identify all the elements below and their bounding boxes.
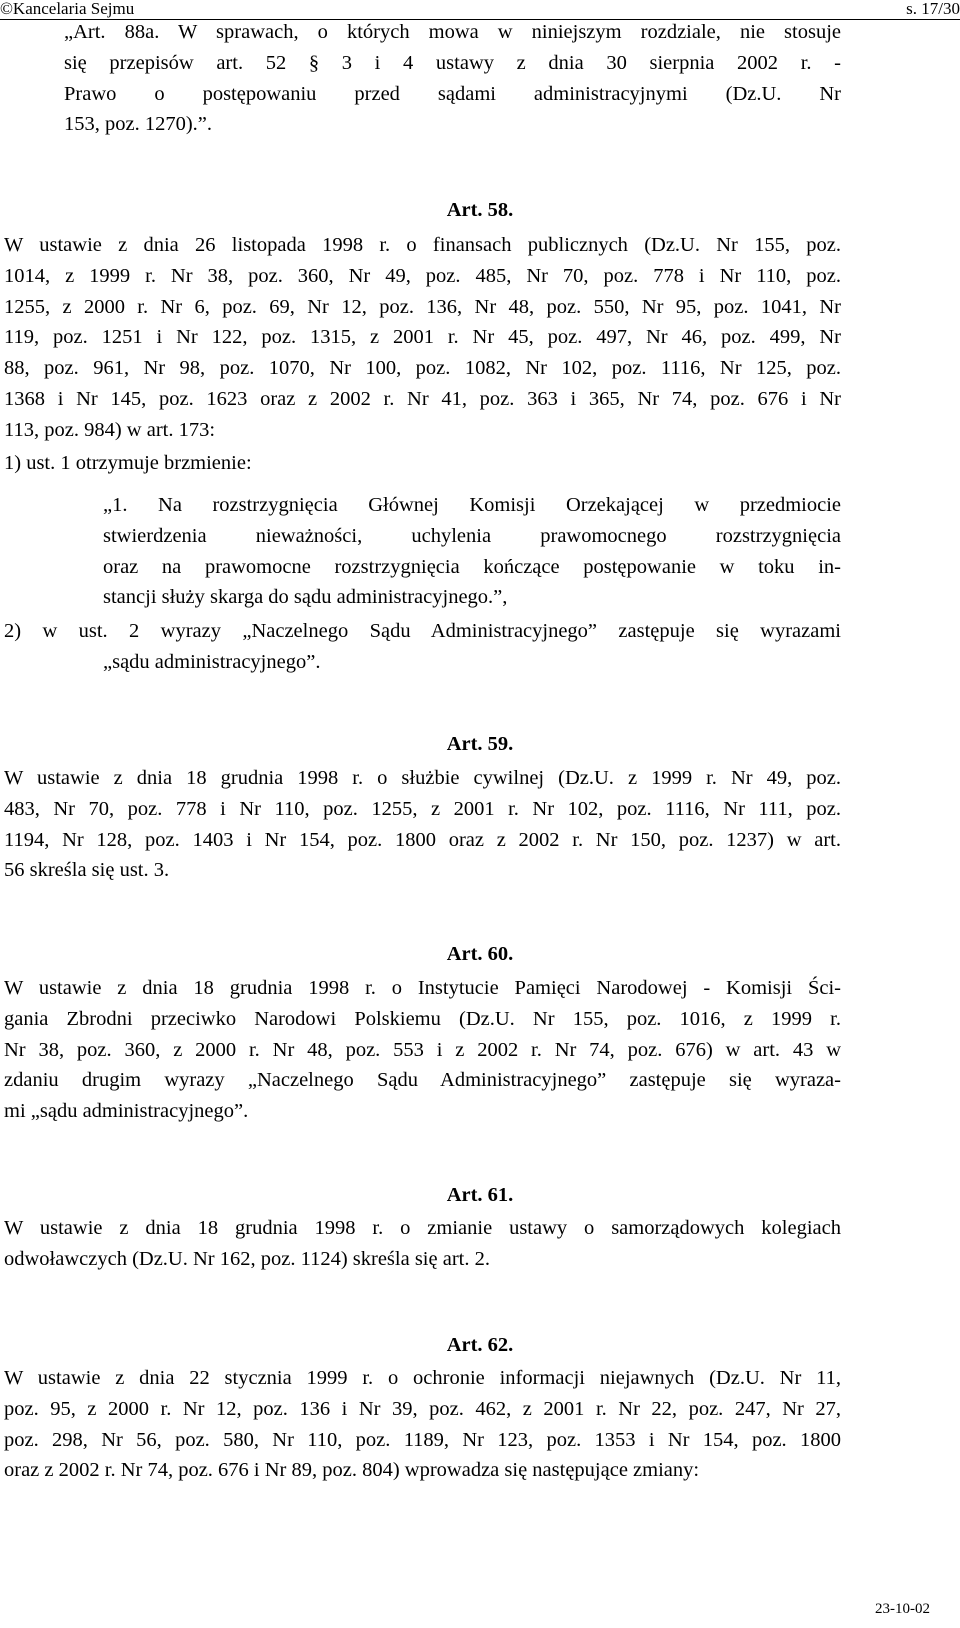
text-line: 2) w ust. 2 wyrazy „Naczelnego Sądu Administracyjnego” zastępuje się wyrazami — [4, 620, 841, 642]
text-line: Nr 38, poz. 360, z 2000 r. Nr 48, poz. 553 i z 2002 r. Nr 74, poz. 676) w art. 43 w — [4, 1038, 841, 1061]
text-line: 1255, z 2000 r. Nr 6, poz. 69, Nr 12, poz. 136, Nr 48, poz. 550, Nr 95, poz. 1041, Nr — [4, 295, 841, 318]
text-line: „Art. 88a. W sprawach, o których mowa w niniejszym rozdziale, nie stosuje — [64, 21, 841, 43]
text-line: 56 skreśla się ust. 3. — [4, 859, 170, 882]
art-62-heading: Art. 62. — [446, 1334, 514, 1356]
text-line: W ustawie z dnia 18 grudnia 1998 r. o służbie cywilnej (Dz.U. z 1999 r. Nr 49, poz. — [4, 767, 841, 789]
text-line: 1014, z 1999 r. Nr 38, poz. 360, Nr 49, poz. 485, Nr 70, poz. 778 i Nr 110, poz. — [4, 264, 841, 287]
text-line: 483, Nr 70, poz. 778 i Nr 110, poz. 1255, z 2001 r. Nr 102, poz. 1116, Nr 111, poz. — [4, 797, 841, 820]
art-59-heading: Art. 59. — [446, 733, 514, 755]
text-line: W ustawie z dnia 26 listopada 1998 r. o finansach publicznych (Dz.U. Nr 155, poz. — [4, 234, 841, 256]
text-line: 119, poz. 1251 i Nr 122, poz. 1315, z 2001 r. Nr 45, poz. 497, Nr 46, poz. 499, Nr — [4, 326, 841, 349]
text-line: zdaniu drugim wyrazy „Naczelnego Sądu Administracyjnego” zastępuje się wyraza- — [4, 1069, 841, 1092]
text-line: gania Zbrodni przeciwko Narodowi Polskiemu (Dz.U. Nr 155, poz. 1016, z 1999 r. — [4, 1007, 841, 1030]
text-line: oraz z 2002 r. Nr 74, poz. 676 i Nr 89, poz. 804) wprowadza się następujące zmiany: — [4, 1459, 700, 1482]
text-line: 1) ust. 1 otrzymuje brzmienie: — [4, 452, 252, 474]
header-page-number: s. 17/30 — [906, 0, 960, 18]
art-58-quote — [103, 490, 841, 613]
art-61-body — [4, 1213, 841, 1275]
art-60-heading: Art. 60. — [446, 943, 514, 965]
art-58-point-1 — [4, 448, 841, 479]
footer-date: 23-10-02 — [875, 1601, 930, 1617]
art-62-body — [4, 1363, 841, 1486]
art-59-body — [4, 763, 841, 886]
text-line: W ustawie z dnia 18 grudnia 1998 r. o Instytucie Pamięci Narodowej - Komisji Ści- — [4, 977, 841, 999]
text-line: 113, poz. 984) w art. 173: — [4, 418, 216, 441]
text-line: oraz na prawomocne rozstrzygnięcia kończące postępowanie w toku in- — [103, 555, 841, 578]
art-58-heading: Art. 58. — [446, 199, 514, 221]
art-61-heading: Art. 61. — [446, 1184, 514, 1206]
text-line: 1194, Nr 128, poz. 1403 i Nr 154, poz. 1800 oraz z 2002 r. Nr 150, poz. 1237) w art. — [4, 828, 841, 851]
text-line: poz. 298, Nr 56, poz. 580, Nr 110, poz. 1189, Nr 123, poz. 1353 i Nr 154, poz. 1800 — [4, 1428, 841, 1451]
text-line: Prawo o postępowaniu przed sądami administracyjnymi (Dz.U. Nr — [64, 82, 841, 105]
text-line: W ustawie z dnia 22 stycznia 1999 r. o ochronie informacji niejawnych (Dz.U. Nr 11, — [4, 1367, 841, 1389]
text-line: W ustawie z dnia 18 grudnia 1998 r. o zmianie ustawy o samorządowych kolegiach — [4, 1217, 841, 1239]
text-line: 1368 i Nr 145, poz. 1623 oraz z 2002 r. Nr 41, poz. 363 i 365, Nr 74, poz. 676 i Nr — [4, 387, 841, 410]
header-copyright: ©Kancelaria Sejmu — [0, 0, 135, 18]
text-line: stancji służy skarga do sądu administracyjnego.”, — [103, 586, 508, 609]
text-line: „1. Na rozstrzygnięcia Głównej Komisji Orzekającej w przedmiocie — [103, 494, 841, 516]
art-60-body — [4, 973, 841, 1127]
text-line: odwoławczych (Dz.U. Nr 162, poz. 1124) skreśla się art. 2. — [4, 1247, 490, 1270]
text-line: poz. 95, z 2000 r. Nr 12, poz. 136 i Nr 39, poz. 462, z 2001 r. Nr 22, poz. 247, Nr 27, — [4, 1397, 841, 1420]
art-58-point-2 — [4, 616, 841, 678]
text-line: 88, poz. 961, Nr 98, poz. 1070, Nr 100, poz. 1082, Nr 102, poz. 1116, Nr 125, poz. — [4, 357, 841, 380]
art-88a-quote — [64, 17, 841, 140]
art-58-body — [4, 230, 841, 446]
text-line: „sądu administracyjnego”. — [103, 650, 321, 673]
text-line: 153, poz. 1270).”. — [64, 113, 213, 136]
text-line: stwierdzenia nieważności, uchylenia prawomocnego rozstrzygnięcia — [103, 524, 841, 547]
text-line: się przepisów art. 52 § 3 i 4 ustawy z dnia 30 sierpnia 2002 r. - — [64, 51, 841, 74]
text-line: mi „sądu administracyjnego”. — [4, 1100, 249, 1123]
